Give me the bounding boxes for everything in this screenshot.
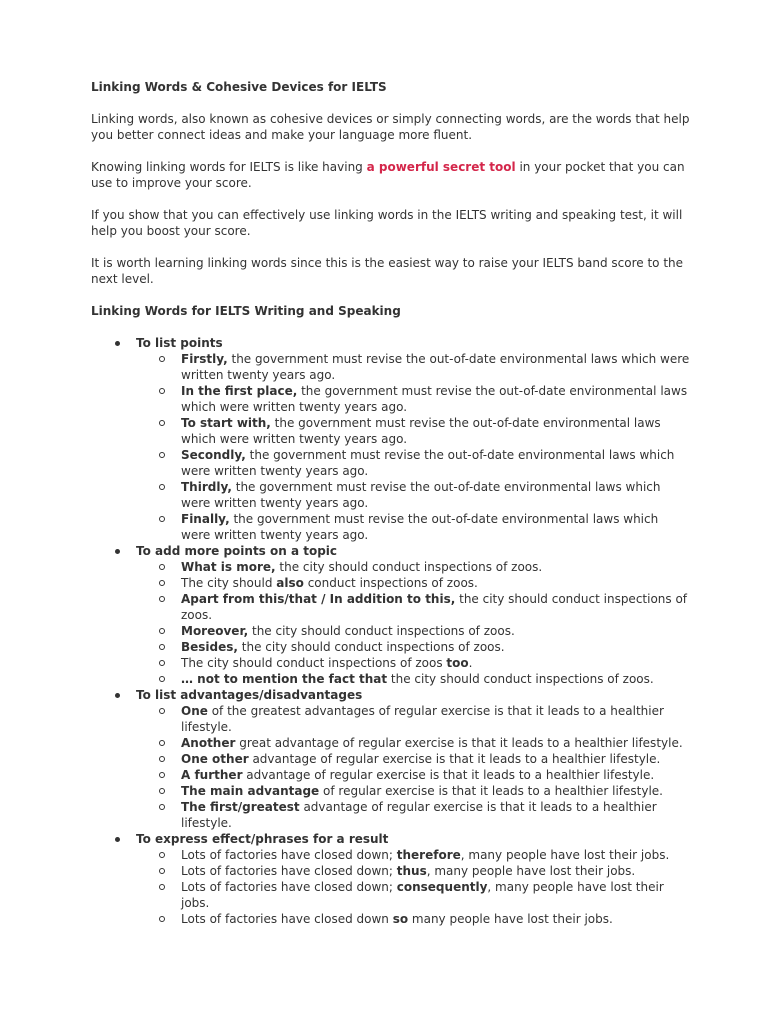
example-text: of regular exercise is that it leads to a healthier lifestyle. <box>319 784 663 798</box>
group-heading: To list points <box>136 336 223 350</box>
linking-phrase: To start with, <box>181 416 271 430</box>
list-item <box>136 783 691 799</box>
example-text: the government must revise the out-of-date environmental laws which were written twenty years ago. <box>181 448 675 478</box>
linking-phrase: In the first place, <box>181 384 298 398</box>
list-item <box>136 767 691 783</box>
example-text: advantage of regular exercise is that it leads to a healthier lifestyle. <box>248 752 661 766</box>
intro-paragraph-2: Knowing linking words for IELTS is like having a powerful secret tool in your pocket that you can use to improve your score. <box>91 160 685 190</box>
list-item <box>136 639 691 655</box>
example-text: the city should conduct inspections of zoos. <box>248 624 515 638</box>
example-text: great advantage of regular exercise is that it leads to a healthier lifestyle. <box>235 736 683 750</box>
linking-phrase: One <box>181 704 208 718</box>
example-text: Lots of factories have closed down; <box>181 864 397 878</box>
list-item <box>136 671 691 687</box>
linking-phrase: Thirdly, <box>181 480 232 494</box>
linking-phrase: The main advantage <box>181 784 320 798</box>
example-text: the government must revise the out-of-date environmental laws which were written twenty years ago. <box>181 480 661 510</box>
example-text: Lots of factories have closed down; <box>181 880 397 894</box>
example-text: the city should conduct inspections of zoos. <box>181 592 688 622</box>
linking-phrase: Secondly, <box>181 448 246 462</box>
example-text: , many people have lost their jobs. <box>460 848 670 862</box>
list-item <box>136 735 691 751</box>
list-item <box>136 351 691 383</box>
linking-phrase: consequently <box>396 880 488 894</box>
linking-words-list <box>91 335 691 927</box>
list-item <box>136 847 691 863</box>
list-group <box>91 831 691 927</box>
list-item <box>136 447 691 479</box>
example-text: the city should conduct inspections of zoos. <box>237 640 505 654</box>
example-text: Lots of factories have closed down; <box>181 848 397 862</box>
example-text: Lots of factories have closed down <box>181 912 393 926</box>
linking-phrase: also <box>276 576 304 590</box>
linking-phrase: Firstly, <box>181 352 228 366</box>
highlight-link[interactable]: a powerful secret tool <box>366 160 516 174</box>
list-item <box>136 383 691 415</box>
linking-phrase: What is more, <box>181 560 276 574</box>
section-heading: Linking Words for IELTS Writing and Speaking <box>91 304 401 318</box>
intro-paragraph-1: Linking words, also known as cohesive devices or simply connecting words, are the words that help you better connect ideas and make your language more fluent. <box>91 112 690 142</box>
list-item <box>136 879 691 911</box>
list-item <box>136 655 691 671</box>
intro-paragraph-3: If you show that you can effectively use linking words in the IELTS writing and speaking test, it will help you boost your score. <box>91 208 683 238</box>
list-item <box>136 863 691 879</box>
example-text: the government must revise the out-of-date environmental laws which were written twenty years ago. <box>181 512 659 542</box>
linking-phrase: A further <box>181 768 243 782</box>
linking-phrase: too <box>446 656 469 670</box>
example-text: the government must revise the out-of-date environmental laws which were written twenty years ago. <box>181 352 690 382</box>
list-item <box>136 415 691 447</box>
document-body <box>91 79 691 927</box>
group-items <box>136 703 691 831</box>
list-item <box>136 575 691 591</box>
example-text: conduct inspections of zoos. <box>303 576 478 590</box>
linking-phrase: Moreover, <box>181 624 249 638</box>
list-item <box>136 799 691 831</box>
linking-phrase: therefore <box>396 848 461 862</box>
list-item <box>136 751 691 767</box>
linking-phrase: Finally, <box>181 512 230 526</box>
list-group <box>91 687 691 831</box>
intro-paragraph-4: It is worth learning linking words since this is the easiest way to raise your IELTS band score to the next level. <box>91 256 684 286</box>
group-items <box>136 559 691 687</box>
group-heading: To add more points on a topic <box>136 544 338 558</box>
linking-phrase: Apart from this/that / In addition to this, <box>181 592 456 606</box>
example-text: , many people have lost their jobs. <box>181 880 664 910</box>
list-item <box>136 911 691 927</box>
linking-phrase: thus <box>396 864 427 878</box>
linking-phrase: Another <box>181 736 236 750</box>
group-items <box>136 351 691 543</box>
list-item <box>136 703 691 735</box>
group-heading: To list advantages/disadvantages <box>136 688 363 702</box>
example-text: , many people have lost their jobs. <box>426 864 636 878</box>
linking-phrase: so <box>392 912 409 926</box>
example-text: the government must revise the out-of-date environmental laws which were written twenty years ago. <box>181 416 661 446</box>
example-text: . <box>468 656 473 670</box>
example-text: the government must revise the out-of-date environmental laws which were written twenty years ago. <box>181 384 688 414</box>
list-item <box>136 511 691 543</box>
list-item <box>136 591 691 623</box>
linking-phrase: The first/greatest <box>181 800 300 814</box>
linking-phrase: Besides, <box>181 640 238 654</box>
example-text: the city should conduct inspections of zoos. <box>275 560 543 574</box>
example-text: The city should conduct inspections of zoos <box>181 656 447 670</box>
example-text: many people have lost their jobs. <box>408 912 613 926</box>
group-items <box>136 847 691 927</box>
example-text: The city should <box>181 576 277 590</box>
example-text: advantage of regular exercise is that it leads to a healthier lifestyle. <box>181 800 657 830</box>
example-text: of the greatest advantages of regular exercise is that it leads to a healthier lifestyle. <box>181 704 664 734</box>
document-title: Linking Words & Cohesive Devices for IELTS <box>91 80 387 94</box>
list-item <box>136 559 691 575</box>
list-item <box>136 479 691 511</box>
list-item <box>136 623 691 639</box>
list-group <box>91 543 691 687</box>
example-text: the city should conduct inspections of zoos. <box>387 672 654 686</box>
linking-phrase: … not to mention the fact that <box>181 672 388 686</box>
example-text: advantage of regular exercise is that it leads to a healthier lifestyle. <box>242 768 655 782</box>
list-group <box>91 335 691 543</box>
group-heading: To express effect/phrases for a result <box>136 832 389 846</box>
linking-phrase: One other <box>181 752 249 766</box>
